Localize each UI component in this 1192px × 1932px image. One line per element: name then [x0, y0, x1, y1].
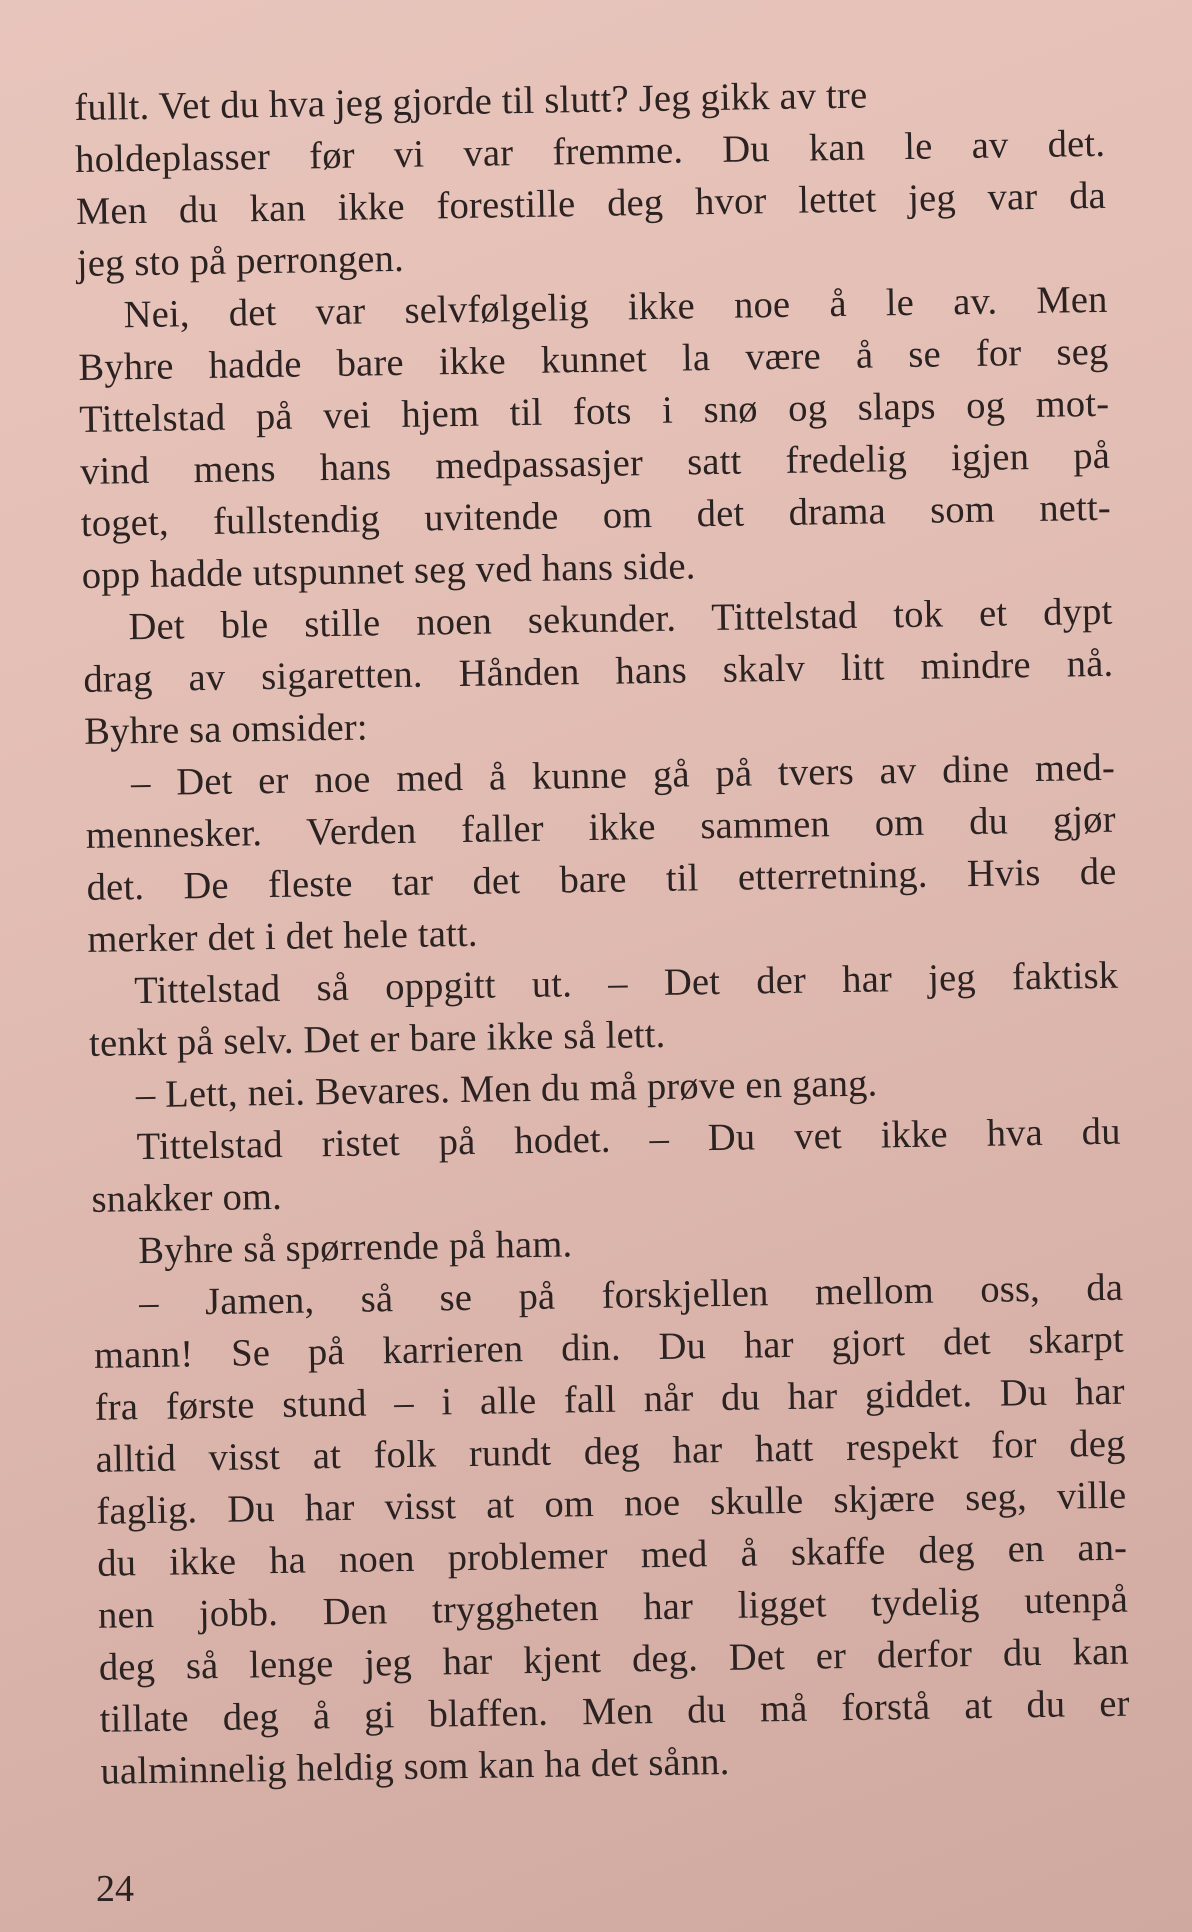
body-text	[74, 66, 1131, 1798]
text-line: ualminnelig heldig som kan ha det sånn.	[100, 1740, 730, 1793]
text-line: Byhre hadde bare ikke kunnet la være å se for seg	[78, 330, 1109, 389]
page-number: 24	[96, 1868, 134, 1910]
text-line: Tittelstad så oppgitt ut. – Det der har jeg faktisk	[133, 954, 1119, 1013]
text-line: – Det er noe med å kunne gå på tvers av dine med-	[130, 746, 1116, 805]
text-line: Byhre så spørrende på ham.	[138, 1223, 573, 1273]
text-line: toget, fullstendig uvitende om det drama som nett-	[80, 486, 1112, 545]
text-line: snakker om.	[91, 1175, 283, 1221]
text-line: opp hadde utspunnet seg ved hans side.	[81, 545, 696, 597]
text-line: jeg sto på perrongen.	[76, 237, 405, 285]
text-line: drag av sigaretten. Hånden hans skalv litt mindre nå.	[83, 642, 1114, 701]
text-line: Tittelstad ristet på hodet. – Du vet ikke hva du	[136, 1110, 1121, 1169]
text-line: deg så lenge jeg har kjent deg. Det er derfor du kan	[98, 1630, 1130, 1689]
text-line: Tittelstad på vei hjem til fots i snø og slaps og mot-	[78, 382, 1110, 441]
text-line: fullt. Vet du hva jeg gjorde til slutt? Jeg gikk av tre	[74, 74, 868, 129]
text-line: merker det i det hele tatt.	[87, 912, 478, 961]
text-line: mann! Se på karrieren din. Du har gjort det skarpt	[93, 1318, 1125, 1377]
text-line: du ikke ha noen problemer med å skaffe deg en an-	[96, 1526, 1128, 1585]
text-line: det. De fleste tar det bare til etterretning. Hvis de	[86, 850, 1117, 909]
text-line: Nei, det var selvfølgelig ikke noe å le av. Men	[123, 278, 1108, 337]
text-line: tillate deg å gi blaffen. Men du må forstå at du er	[99, 1682, 1130, 1741]
text-line: fra første stund – i alle fall når du har giddet. Du har	[94, 1370, 1126, 1429]
text-line: Det ble stille noen sekunder. Tittelstad tok et dypt	[128, 590, 1113, 649]
text-line: alltid visst at folk rundt deg har hatt respekt for deg	[95, 1422, 1126, 1481]
text-line: – Lett, nei. Bevares. Men du må prøve en gang.	[135, 1062, 878, 1117]
text-line: tenkt på selv. Det er bare ikke så lett.	[88, 1013, 666, 1065]
text-line: faglig. Du har visst at om noe skulle skjære seg, ville	[96, 1474, 1127, 1533]
text-line: Byhre sa omsider:	[83, 706, 369, 753]
text-line: Men du kan ikke forestille deg hvor lettet jeg var da	[75, 174, 1107, 233]
text-line: vind mens hans medpassasjer satt fredelig igjen på	[79, 434, 1111, 493]
text-line: – Jamen, så se på forskjellen mellom oss, da	[138, 1266, 1124, 1325]
text-line: nen jobb. Den tryggheten har ligget tydelig utenpå	[97, 1578, 1129, 1637]
text-line: mennesker. Verden faller ikke sammen om du gjør	[85, 798, 1117, 857]
text-line: holdeplasser før vi var fremme. Du kan le av det.	[74, 122, 1106, 181]
